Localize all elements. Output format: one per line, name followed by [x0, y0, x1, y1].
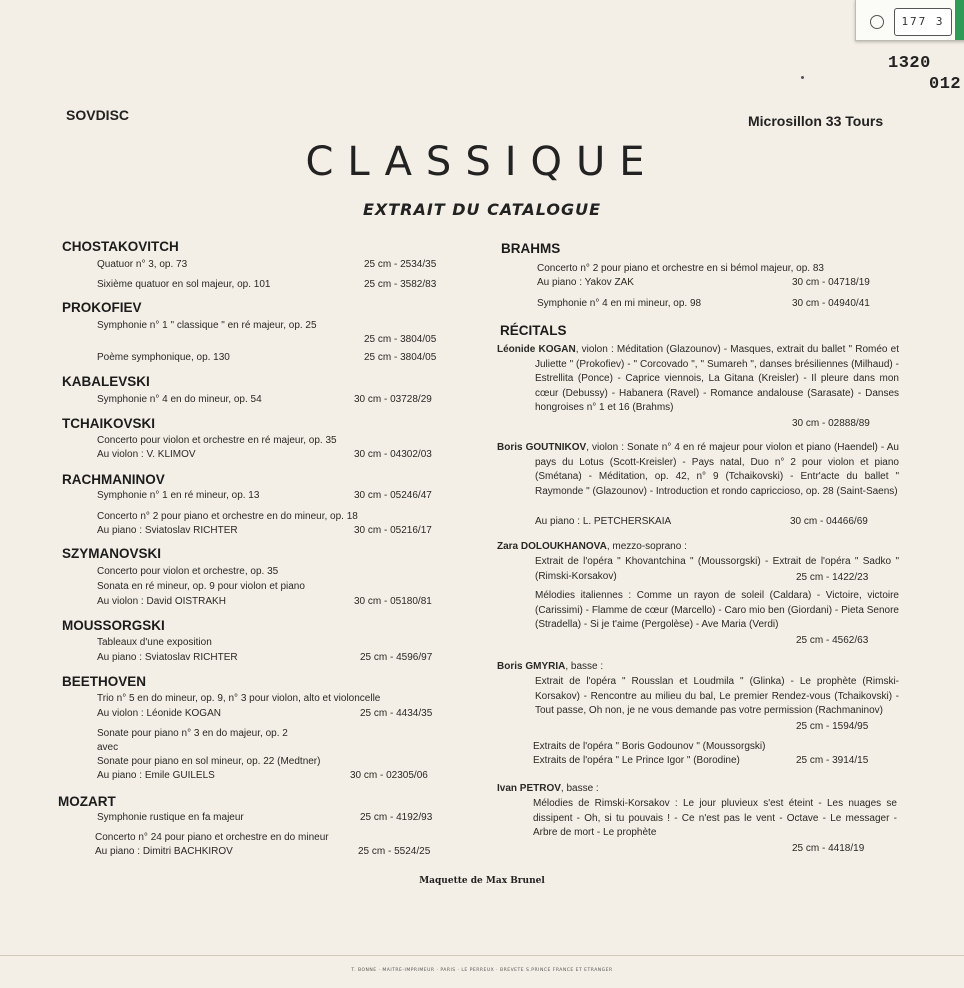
recital-program-text: Extrait de l'opéra " Khovantchina " (Moussorgski) - Extrait de l'opéra " Sadko " (Rimski-Korsakov) [535, 556, 899, 582]
section-recitals: RÉCITALS [500, 323, 567, 338]
work-title: Symphonie n° 1 " classique " en ré majeur, op. 25 [97, 320, 317, 331]
catalog-stamp-subnumber: 012 [929, 75, 962, 94]
performer: Au piano : L. PETCHERSKAIA [535, 516, 672, 527]
recital-gmyria-heading [497, 661, 603, 673]
format-label: Microsillon 33 Tours [748, 113, 884, 129]
performer: Au piano : Emile GUILELS [97, 770, 215, 781]
recital-program-text: Extrait de l'opéra " Rousslan et Loudmila " (Glinka) - Le prophète (Rimski-Korsakov) - Rencontre au milieu du bal, Le premier Rendez-vous (Tchaikovski) - Tout passe, Oh non, je ne vous demande pas votre permission (Rachmaninov) [535, 676, 899, 716]
catalog-ref: 25 cm - 3914/15 [796, 755, 869, 766]
composer-moussorgski: MOUSSORGSKI [62, 618, 165, 633]
printer-credit: T. BONNE · MAITRE-IMPRIMEUR · PARIS · LE PERREUX · BREVETE S.PRINCE FRANCE ET ETRANGER [351, 968, 613, 973]
performer: Au piano : Sviatoslav RICHTER [97, 652, 238, 663]
paper-speck [801, 76, 804, 79]
catalog-ref: 30 cm - 02305/06 [350, 770, 428, 781]
catalog-ref: 30 cm - 05180/81 [354, 596, 432, 607]
recital-program: , violon : Méditation (Glazounov) - Masques, extrait du ballet " Roméo et Juliette " (Prokofiev) - " Corcovado ", " Sumareh ", danses brésiliennes (Milhaud) - Estrellita (Ponce) - Caprice viennois, La Gitana (Kreisler) - Il pleure dans mon cœur (Debussy) - Habanera (Ravel) - Romance andalouse (Sarasate) - Danses hongroises n° 1 et 16 (Brahms) [535, 344, 899, 413]
work-title: Concerto pour violon et orchestre, op. 35 [97, 566, 279, 577]
catalog-ref: 30 cm - 04302/03 [354, 449, 432, 460]
page-subtitle: EXTRAIT DU CATALOGUE [362, 200, 602, 219]
performer-role: , mezzo-soprano : [606, 541, 687, 552]
page-title: CLASSIQUE [305, 139, 659, 185]
performer: Au piano : Dimitri BACHKIROV [95, 846, 233, 857]
composer-tchaikovski: TCHAIKOVSKI [62, 416, 156, 431]
recital-program [535, 675, 899, 719]
work-title: Symphonie n° 1 en ré mineur, op. 13 [97, 490, 260, 501]
work-title: Sonata en ré mineur, op. 9 pour violon et piano [97, 581, 305, 592]
catalog-stamp-number: 1320 [888, 54, 931, 73]
performer: Au piano : Yakov ZAK [537, 277, 634, 288]
work-title: Trio n° 5 en do mineur, op. 9, n° 3 pour violon, alto et violoncelle [97, 693, 381, 704]
catalog-ref: 30 cm - 04466/69 [790, 516, 868, 527]
recital-program-text: Mélodies de Rimski-Korsakov : Le jour pluvieux s'est éteint - Les nuages se dissipent - Oh, si tu pouvais ! - Ce n'est pas le vent - Octave - Le messager - Arbre de mort - Le prophète [533, 798, 897, 838]
catalog-ref: 25 cm - 3804/05 [364, 334, 437, 345]
recital-program-text: Mélodies italiennes : Comme un rayon de soleil (Caldara) - Victoire, victoire (Carissimi) - Flamme de cœur (Marcello) - Caro mio ben (Giordani) - Pieta Senore (Stradella) - Si je t'aime (Pergolèse) - Ave Maria (Verdi) [535, 590, 899, 630]
sticker-circle-icon [870, 15, 884, 29]
recital-kogan [497, 343, 899, 416]
catalog-ref: 25 cm - 3804/05 [364, 352, 437, 363]
catalog-ref: 25 cm - 3582/83 [364, 279, 437, 290]
catalog-ref: 30 cm - 05216/17 [354, 525, 432, 536]
catalog-ref: 25 cm - 5524/25 [358, 846, 431, 857]
recital-program [535, 589, 899, 633]
composer-szymanovski: SZYMANOVSKI [62, 546, 162, 561]
performer-role: , basse : [565, 661, 604, 672]
sticker-handwritten-tag: 177 3 [894, 8, 952, 36]
composer-chostakovitch: CHOSTAKOVITCH [62, 239, 179, 254]
performer-name: Zara DOLOUKHANOVA [497, 541, 607, 552]
work-title: Concerto n° 24 pour piano et orchestre en do mineur [95, 832, 329, 843]
catalog-ref: 25 cm - 2534/35 [364, 259, 437, 270]
catalog-ref: 25 cm - 4192/93 [360, 812, 433, 823]
recital-petrov-heading [497, 783, 599, 795]
catalog-sticker [855, 0, 964, 41]
composer-kabalevski: KABALEVSKI [62, 374, 150, 389]
sticker-color-strip [955, 0, 964, 40]
performer: Au piano : Sviatoslav RICHTER [97, 525, 238, 536]
sleeve-fold-line [0, 955, 964, 956]
work-title: Concerto n° 2 pour piano et orchestre en do mineur, op. 18 [97, 511, 358, 522]
recital-dolukhanova-heading [497, 541, 687, 553]
composer-mozart: MOZART [58, 794, 116, 809]
work-title: Quatuor n° 3, op. 73 [97, 259, 188, 270]
work-title: Symphonie n° 4 en mi mineur, op. 98 [537, 298, 702, 309]
catalog-ref: 25 cm - 4562/63 [796, 635, 869, 646]
work-title: Concerto pour violon et orchestre en ré majeur, op. 35 [97, 435, 337, 446]
work-title: Sonate pour piano en sol mineur, op. 22 (Medtner) [97, 756, 321, 767]
catalog-ref: 25 cm - 4434/35 [360, 708, 433, 719]
record-label: SOVDISC [66, 107, 130, 123]
recital-program [533, 797, 897, 841]
work-conjunction: avec [97, 742, 119, 753]
work-title: Extraits de l'opéra " Le Prince Igor " (Borodine) [533, 755, 740, 766]
catalog-ref: 25 cm - 1594/95 [796, 721, 869, 732]
catalog-ref: 30 cm - 02888/89 [792, 418, 870, 429]
design-credit: Maquette de Max Brunel [419, 876, 545, 886]
performer-name: Boris GOUTNIKOV [497, 442, 587, 453]
performer-name: Boris GMYRIA [497, 661, 566, 672]
work-title: Concerto n° 2 pour piano et orchestre en si bémol majeur, op. 83 [537, 263, 824, 274]
performer: Au violon : V. KLIMOV [97, 449, 196, 460]
work-title: Symphonie n° 4 en do mineur, op. 54 [97, 394, 262, 405]
composer-brahms: BRAHMS [501, 241, 561, 256]
work-title: Sixième quatuor en sol majeur, op. 101 [97, 279, 271, 290]
catalog-ref: 30 cm - 04940/41 [792, 298, 870, 309]
composer-beethoven: BEETHOVEN [62, 674, 147, 689]
recital-goutnikov [497, 441, 899, 499]
performer-role: , basse : [560, 783, 599, 794]
catalog-ref: 30 cm - 05246/47 [354, 490, 432, 501]
work-title: Sonate pour piano n° 3 en do majeur, op. 2 [97, 728, 288, 739]
performer: Au violon : Léonide KOGAN [97, 708, 221, 719]
performer-name: Léonide KOGAN [497, 344, 576, 355]
work-title: Symphonie rustique en fa majeur [97, 812, 244, 823]
composer-prokofiev: PROKOFIEV [62, 300, 142, 315]
catalog-ref: 30 cm - 03728/29 [354, 394, 432, 405]
catalog-ref: 25 cm - 1422/23 [796, 572, 869, 583]
work-title: Extraits de l'opéra " Boris Godounov " (Moussorgski) [533, 741, 766, 752]
catalog-ref: 25 cm - 4596/97 [360, 652, 433, 663]
catalog-ref: 25 cm - 4418/19 [792, 843, 865, 854]
work-title: Poème symphonique, op. 130 [97, 352, 230, 363]
work-title: Tableaux d'une exposition [97, 637, 212, 648]
performer-name: Ivan PETROV [497, 783, 561, 794]
recital-program: , violon : Sonate n° 4 en ré majeur pour violon et piano (Haendel) - Au pays du Lotus (Scott-Kreisler) - Pays natal, Duo n° 2 pour violon et piano (Smétana) - Méditation, op. 42, n° 9 (Tchaikovski) - Entr'acte du ballet " Raymonde " (Glazounov) - Introduction et rondo capriccioso, op. 28 (Saint-Saens) [535, 442, 899, 497]
performer: Au violon : David OISTRAKH [97, 596, 226, 607]
catalog-ref: 30 cm - 04718/19 [792, 277, 870, 288]
composer-rachmaninov: RACHMANINOV [62, 472, 165, 487]
